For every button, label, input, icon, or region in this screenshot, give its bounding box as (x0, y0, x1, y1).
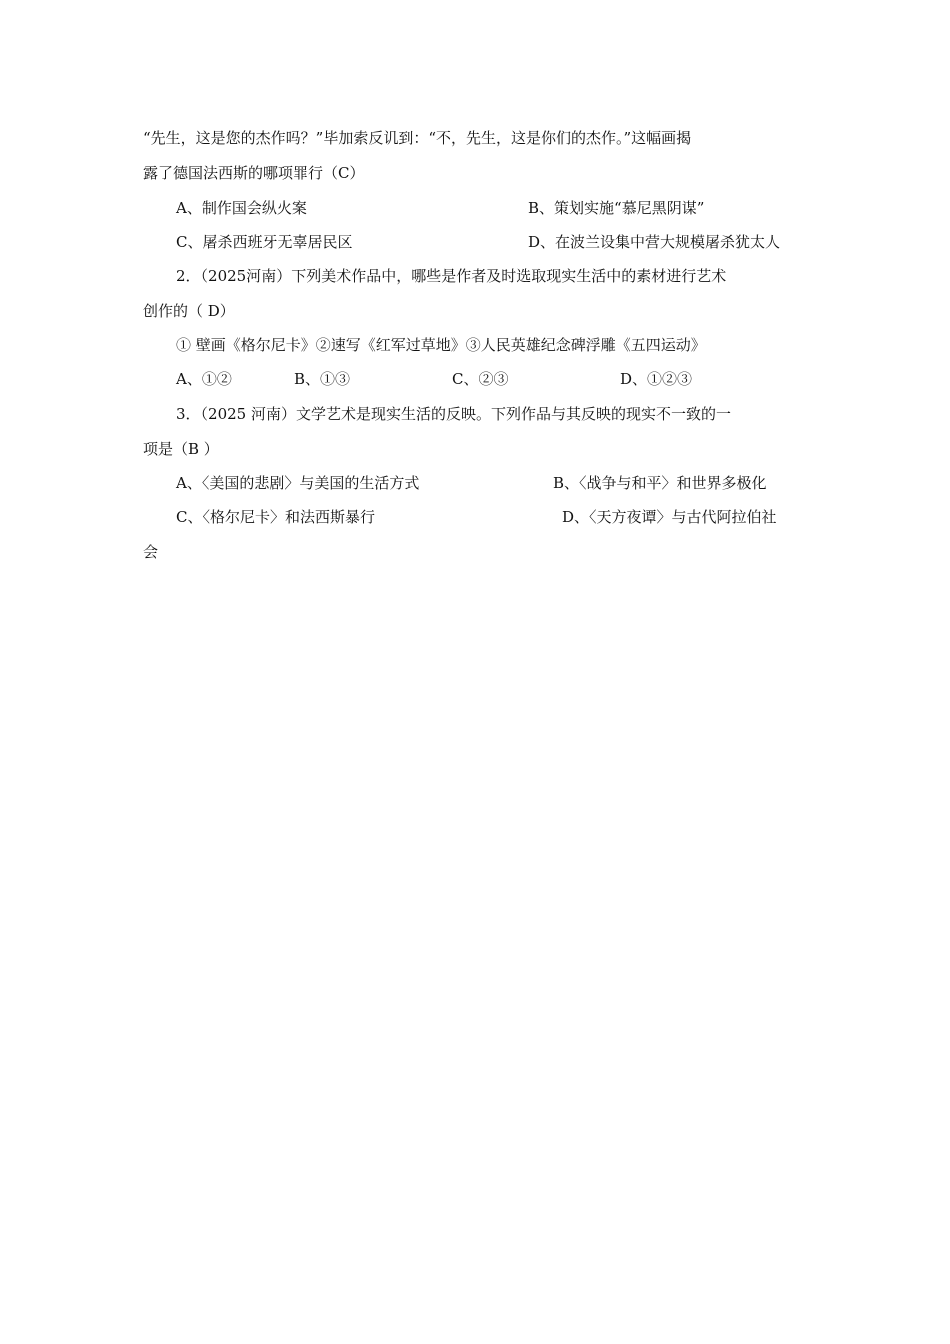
q2-stem-line1: 2．（2025河南）下列美术作品中，哪些是作者及时选取现实生活中的素材进行艺术 (176, 267, 727, 285)
q1-option-b: B、策划实施“慕尼黑阴谋” (528, 199, 705, 217)
q1-option-c: C、屠杀西班牙无辜居民区 (176, 233, 353, 251)
q2-option-a: A、①② (176, 370, 232, 388)
q1-option-d: D、在波兰设集中营大规模屠杀犹太人 (528, 233, 781, 251)
q2-stem-line2: 创作的（ D） (143, 302, 235, 320)
q1-stem-line1: “先生，这是您的杰作吗？”毕加索反讥到：“不，先生，这是你们的杰作。”这幅画揭 (143, 129, 692, 147)
q3-option-b: B、〈战争与和平〉和世界多极化 (553, 474, 767, 492)
q3-stem-line1: 3．（2025 河南）文学艺术是现实生活的反映。下列作品与其反映的现实不一致的一 (176, 405, 731, 423)
q3-option-d-wrap: 会 (143, 543, 159, 561)
q1-option-a: A、制作国会纵火案 (176, 199, 307, 217)
q1-stem-line2: 露了德国法西斯的哪项罪行（C） (143, 164, 365, 182)
q3-option-d: D、〈天方夜谭〉与古代阿拉伯社 (562, 508, 777, 526)
q2-option-d: D、①②③ (620, 370, 693, 388)
q2-option-c: C、②③ (452, 370, 509, 388)
q3-option-a: A、〈美国的悲剧〉与美国的生活方式 (176, 474, 420, 492)
q3-option-c: C、〈格尔尼卡〉和法西斯暴行 (176, 508, 375, 526)
q2-items: ① 壁画《格尔尼卡》②速写《红军过草地》③人民英雄纪念碑浮雕《五四运动》 (176, 336, 706, 354)
q2-option-b: B、①③ (294, 370, 351, 388)
q3-stem-line2: 项是（B ） (143, 440, 219, 458)
